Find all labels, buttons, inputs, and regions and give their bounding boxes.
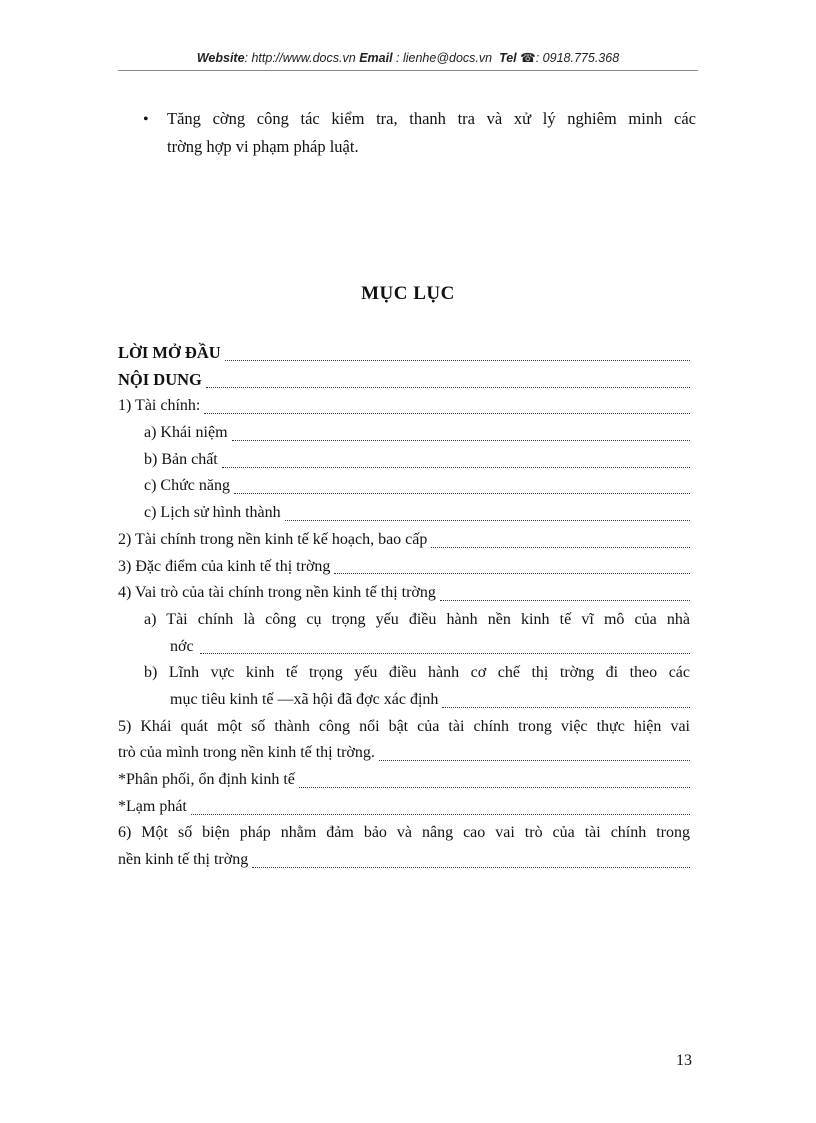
toc-entry-label: mục tiêu kinh tế —xã hội đã đợc xác định <box>170 690 439 708</box>
toc-entry-label: *Phân phối, ổn định kinh tế <box>118 771 295 789</box>
toc-entry-label: 4) Vai trò của tài chính trong nền kinh tế thị trờng <box>118 584 436 602</box>
toc-entry-line: 6) Một số biện pháp nhằm đảm bảo và nâng cao vai trò của tài chính trong <box>118 824 690 842</box>
toc-entry-label: nền kinh tế thị trờng <box>118 851 249 869</box>
toc-entry-label: b) Bản chất <box>144 450 218 468</box>
toc-entry-label: 3) Đặc điểm của kinh tế thị trờng <box>118 557 331 575</box>
header-rule <box>118 70 698 71</box>
toc-entry[interactable] <box>118 420 690 447</box>
toc-entry-line: a) Tài chính là công cụ trọng yếu điều hành nền kinh tế vĩ mô của nhà <box>144 610 690 628</box>
toc-entry[interactable] <box>118 714 690 767</box>
dot-leader <box>285 520 690 521</box>
toc-entry[interactable] <box>118 340 690 367</box>
toc-entry-line <box>118 740 690 767</box>
dot-leader <box>232 440 690 441</box>
bullet-dot-icon: • <box>143 111 149 128</box>
dot-leader <box>200 653 690 654</box>
toc-entry[interactable] <box>118 794 690 821</box>
table-of-contents <box>118 340 690 874</box>
toc-entry[interactable] <box>118 500 690 527</box>
email-label: Email <box>359 51 393 65</box>
toc-entry[interactable] <box>118 554 690 581</box>
dot-leader <box>234 493 690 494</box>
toc-entry[interactable] <box>118 393 690 420</box>
toc-entry[interactable] <box>118 447 690 474</box>
website-label: Website <box>196 51 245 65</box>
bullet-paragraph <box>143 106 696 161</box>
toc-entry[interactable] <box>118 580 690 607</box>
dot-leader <box>204 413 690 414</box>
dot-leader <box>334 573 690 574</box>
toc-entry-label: 1) Tài chính: <box>118 397 201 415</box>
phone-icon: ☎ <box>520 51 536 65</box>
toc-entry[interactable] <box>118 820 690 873</box>
dot-leader <box>431 547 690 548</box>
dot-leader <box>442 707 690 708</box>
toc-entry[interactable] <box>118 660 690 713</box>
dot-leader <box>222 467 690 468</box>
bullet-text <box>167 106 696 161</box>
toc-entry[interactable] <box>118 527 690 554</box>
dot-leader <box>206 387 690 388</box>
dot-leader <box>225 360 690 361</box>
toc-entry-label: a) Khái niệm <box>144 424 228 442</box>
tel-label: Tel <box>499 51 517 65</box>
toc-entry[interactable] <box>118 367 690 394</box>
dot-leader <box>252 867 690 868</box>
dot-leader <box>299 787 690 788</box>
toc-entry[interactable] <box>118 607 690 660</box>
dot-leader <box>191 814 690 815</box>
toc-entry-line: nớc <box>170 634 690 661</box>
toc-entry-label: c) Chức năng <box>144 477 230 495</box>
toc-entry-line <box>118 847 690 874</box>
toc-entry-label: trò của mình trong nền kinh tế thị trờng. <box>118 744 375 762</box>
dot-leader <box>379 760 690 761</box>
toc-entry-label: c) Lịch sử hình thành <box>144 504 281 522</box>
bullet-line-2: trờng hợp vi phạm pháp luật. <box>167 136 359 156</box>
bullet-line-1: Tăng cờng công tác kiểm tra, thanh tra và xử lý nghiêm minh các <box>167 109 696 128</box>
toc-entry-line <box>170 687 690 714</box>
page-header <box>118 50 698 65</box>
toc-entry-label: 2) Tài chính trong nền kinh tế kế hoạch, bao cấp <box>118 530 428 548</box>
toc-entry-label: NỘI DUNG <box>118 369 202 389</box>
toc-entry[interactable] <box>118 473 690 500</box>
dot-leader <box>440 600 690 601</box>
toc-entry-label: LỜI MỞ ĐẦU <box>118 343 221 362</box>
page-number: 13 <box>676 1052 692 1069</box>
toc-entry-label: *Lạm phát <box>118 797 187 815</box>
toc-entry-line: b) Lĩnh vực kinh tế trọng yếu điều hành cơ chế thị trờng đi theo các <box>144 664 690 682</box>
tel-value: : 0918.775.368 <box>535 51 620 65</box>
email-value[interactable]: : lienhe@docs.vn <box>392 51 493 65</box>
toc-title: MỤC LỤC <box>361 283 455 304</box>
toc-entry[interactable] <box>118 767 690 794</box>
toc-entry-line: 5) Khái quát một số thành công nổi bật của tài chính trong việc thực hiện vai <box>118 717 690 735</box>
website-value[interactable]: : http://www.docs.vn <box>244 51 356 65</box>
